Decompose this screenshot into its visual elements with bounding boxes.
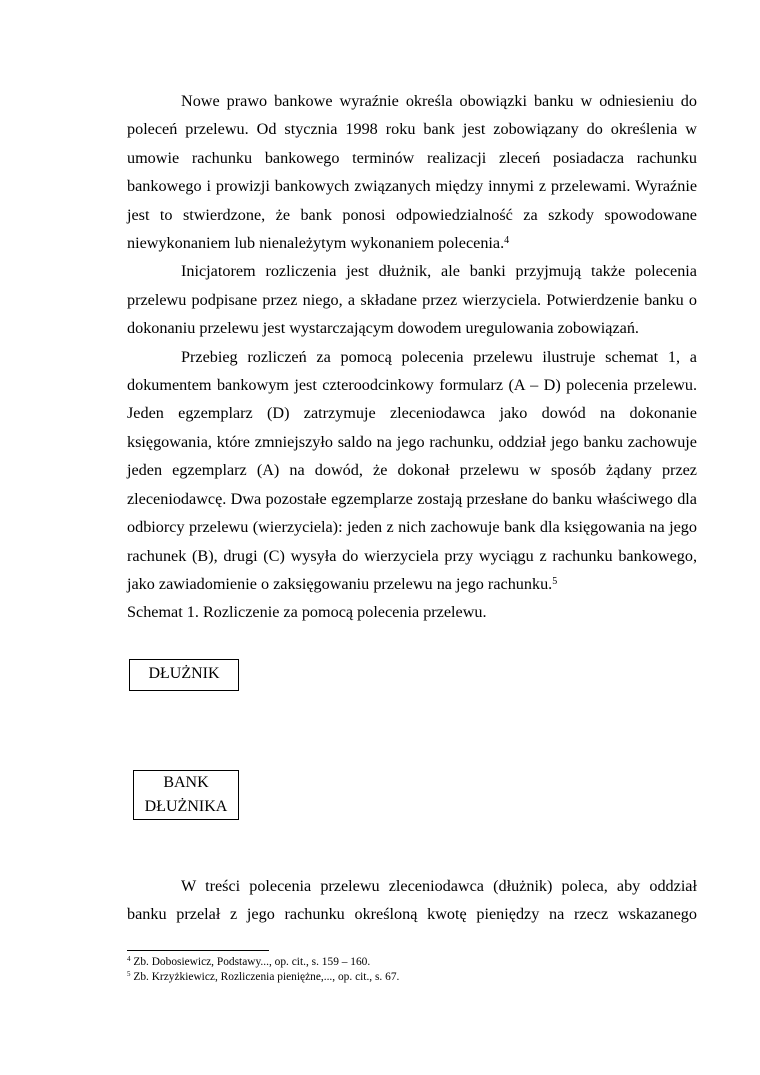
paragraph-1-text: Nowe prawo bankowe wyraźnie określa obowiązki banku w odniesieniu do poleceń przelewu. Od stycznia 1998 roku bank jest zobowiązany do określenia w umowie rachunku bankowego terminów realizacji zleceń posiadacza rachunku bankowego i prowizji bankowych związanych między innymi z przelewami. Wyraźnie jest to stwierdzone, że bank ponosi odpowiedzialność za szkody spowodowane niewykonaniem lub nienależytym wykonaniem polecenia. — [127, 92, 697, 253]
footnote-ref-4[interactable]: 4 — [504, 235, 510, 247]
main-text — [127, 87, 697, 627]
paragraph-3 — [127, 343, 697, 599]
footnote-4 — [127, 955, 399, 970]
footnote-number: 5 — [127, 970, 131, 978]
schema-caption: Schemat 1. Rozliczenie za pomocą polecenia przelewu. — [127, 603, 487, 622]
footnote-ref-5[interactable]: 5 — [552, 575, 558, 587]
paragraph-2-text: Inicjatorem rozliczenia jest dłużnik, ale banki przyjmują także polecenia przelewu podpisane przez niego, a składane przez wierzyciela. Potwierdzenie banku o dokonaniu przelewu jest wystarczającym dowodem uregulowania zobowiązań. — [127, 262, 697, 338]
paragraph-4: W treści polecenia przelewu zleceniodawca (dłużnik) poleca, aby oddział banku przelał z jego rachunku określoną kwotę pieniędzy na rzecz wskazanego — [127, 877, 697, 924]
paragraph-1 — [127, 87, 697, 257]
footnotes — [127, 955, 399, 985]
footnote-number: 4 — [127, 955, 131, 963]
bottom-text — [127, 872, 697, 929]
footnote-text: Zb. Dobosiewicz, Podstawy..., op. cit., s. 159 – 160. — [133, 956, 371, 968]
schema-box-bank-line1: BANK — [163, 774, 209, 791]
footnote-separator — [127, 950, 269, 951]
schema-box-bank-line2: DŁUŻNIKA — [144, 798, 228, 815]
footnote-text: Zb. Krzyżkiewicz, Rozliczenia pieniężne,..., op. cit., s. 67. — [133, 971, 400, 983]
schema-box-bank-dluznika — [133, 770, 239, 820]
schema-box-dluznik: DŁUŻNIK — [129, 659, 239, 691]
footnote-5 — [127, 970, 399, 985]
paragraph-3-text: Przebieg rozliczeń za pomocą polecenia przelewu ilustruje schemat 1, a dokumentem bankowym jest czteroodcinkowy formularz (A – D) polecenia przelewu. Jeden egzemplarz (D) zatrzymuje zleceniodawca jako dowód na dokonanie księgowania, które zmniejszyło saldo na jego rachunku, oddział jego banku zachowuje jeden egzemplarz (A) na dowód, że dokonał przelewu w sposób żądany przez zleceniodawcę. Dwa pozostałe egzemplarze zostają przesłane do banku właściwego dla odbiorcy przelewu (wierzyciela): jeden z nich zachowuje bank dla księgowania na jego rachunek (B), drugi (C) wysyła do wierzyciela przy wyciągu z rachunku bankowego, jako zawiadomienie o zaksięgowaniu przelewu na jego rachunku. — [127, 347, 697, 593]
paragraph-2 — [127, 257, 697, 342]
